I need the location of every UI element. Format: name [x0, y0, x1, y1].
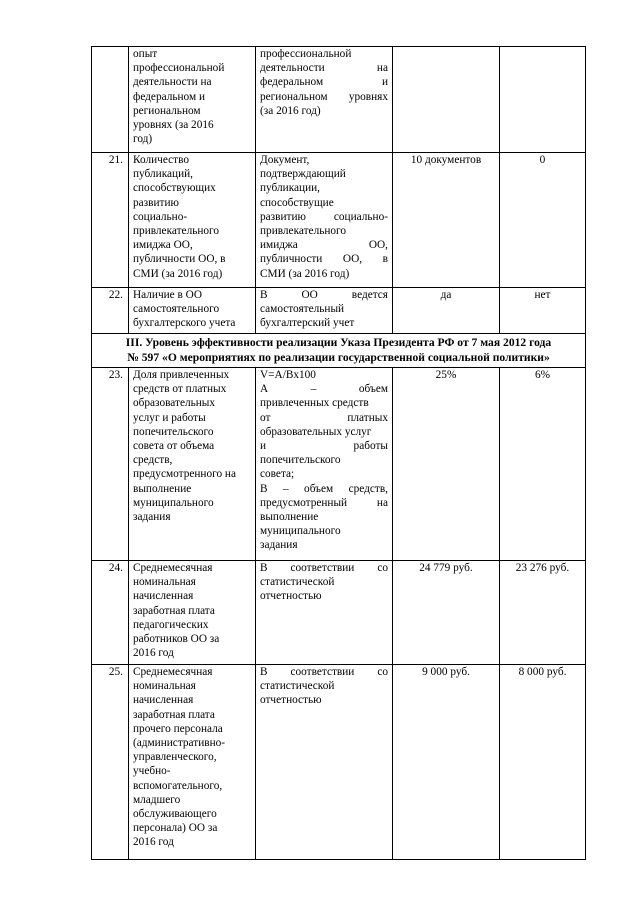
section-header: [92, 334, 586, 368]
text-line: самостоятельный: [260, 303, 345, 316]
text-line: В – объем средств,: [260, 482, 388, 495]
text-line: год): [133, 133, 153, 146]
text-line: персонала) ОО за: [133, 822, 218, 835]
actual-value: 6%: [500, 368, 586, 561]
text-line: публикаций,: [133, 168, 193, 181]
text-line: обслуживающего: [133, 808, 217, 821]
text-line: подтверждающий: [260, 168, 346, 181]
text-line: опыт: [133, 48, 158, 60]
text-line: 2016 год: [133, 647, 174, 660]
text-line: начисленная: [133, 694, 194, 707]
text-line: федеральном и: [133, 90, 205, 103]
text-line: Количество: [133, 154, 189, 166]
actual-value: нет: [500, 288, 586, 334]
text-line: бухгалтерский учет: [260, 317, 355, 330]
text-line: муниципального: [260, 525, 341, 538]
target-value: 9 000 руб.: [393, 665, 500, 860]
text-line: 2016 год: [133, 836, 174, 849]
text-line: имиджа ОО,: [260, 239, 388, 252]
text-line: и работы: [260, 440, 388, 453]
text-line: заработная плата: [133, 604, 215, 617]
text-line: совета от объема: [133, 440, 215, 453]
indicator-name: [129, 153, 256, 288]
text-line: выполнение: [133, 482, 192, 495]
actual-value: [500, 47, 586, 153]
calculation-method: [256, 47, 393, 153]
actual-value: 8 000 руб.: [500, 665, 586, 860]
calculation-method: [256, 561, 393, 665]
text-line: попечительского: [260, 454, 341, 467]
indicator-name: [129, 665, 256, 860]
text-line: уровнях (за 2016: [133, 119, 214, 132]
calculation-method: [256, 153, 393, 288]
text-line: В соответствии со: [260, 666, 388, 678]
text-line: предусмотренного на: [133, 468, 236, 481]
text-line: задания: [133, 511, 171, 524]
text-line: статистической: [260, 680, 335, 693]
section-header-line: № 597 «О мероприятиях по реализации государственной социальной политики»: [127, 351, 550, 364]
text-line: статистической: [260, 576, 335, 589]
row-number: 22.: [92, 288, 129, 334]
table-row: [92, 288, 586, 334]
document-page: [91, 46, 585, 860]
target-value: 25%: [393, 368, 500, 561]
text-line: отчетностью: [260, 590, 322, 603]
text-line: СМИ (за 2016 год): [260, 267, 350, 280]
text-line: образовательных услуг: [260, 425, 372, 438]
text-line: СМИ (за 2016 год): [133, 267, 223, 280]
text-line: учебно-: [133, 765, 171, 778]
row-number: 24.: [92, 561, 129, 665]
text-line: средств,: [133, 454, 173, 467]
text-line: предусмотренный на: [260, 496, 388, 509]
calculation-method: [256, 665, 393, 860]
text-line: профессиональной: [260, 48, 352, 60]
text-line: привлекательного: [133, 225, 220, 238]
table-row: [92, 47, 586, 153]
text-line: образовательных: [133, 397, 216, 410]
text-line: заработная плата: [133, 708, 215, 721]
target-value: [393, 47, 500, 153]
text-line: В соответствии со: [260, 562, 388, 574]
target-value: 24 779 руб.: [393, 561, 500, 665]
section-header-row: [92, 334, 586, 368]
text-line: региональном: [133, 104, 201, 117]
text-line: начисленная: [133, 590, 194, 603]
text-line: совета;: [260, 468, 295, 481]
text-line: младшего: [133, 793, 181, 806]
text-line: отчетностью: [260, 694, 322, 707]
text-line: попечительского: [133, 425, 214, 438]
text-line: публикации,: [260, 182, 320, 195]
target-value: 10 документов: [393, 153, 500, 288]
indicators-table: [91, 46, 586, 860]
text-line: V=A/Bx100: [260, 369, 316, 381]
table-row: [92, 153, 586, 288]
text-line: развитию социально-: [260, 210, 388, 223]
text-line: публичности ОО, в: [260, 253, 388, 266]
text-line: (за 2016 год): [260, 104, 321, 117]
indicator-name: [129, 368, 256, 561]
text-line: задания: [260, 539, 298, 552]
text-line: прочего персонала: [133, 722, 223, 735]
text-line: Среднемесячная: [133, 562, 213, 574]
text-line: региональном уровнях: [260, 90, 388, 103]
text-line: управленческого,: [133, 751, 217, 764]
table-row: [92, 561, 586, 665]
text-line: самостоятельного: [133, 303, 220, 316]
text-line: (административно-: [133, 737, 226, 750]
text-line: от платных: [260, 411, 388, 424]
table-row: [92, 665, 586, 860]
text-line: выполнение: [260, 511, 319, 524]
row-number: 21.: [92, 153, 129, 288]
text-line: имиджа ОО,: [133, 239, 193, 252]
row-number: [92, 47, 129, 153]
calculation-method: [256, 368, 393, 561]
text-line: бухгалтерского учета: [133, 317, 236, 330]
indicator-name: [129, 288, 256, 334]
text-line: профессиональной: [133, 62, 225, 75]
text-line: деятельности на: [260, 62, 388, 75]
text-line: А – объем: [260, 383, 388, 396]
text-line: федеральном и: [260, 76, 388, 89]
section-header-line: III. Уровень эффективности реализации Указа Президента РФ от 7 мая 2012 года: [125, 336, 552, 349]
text-line: способствущие: [260, 196, 334, 209]
text-line: Наличие в ОО: [133, 289, 202, 301]
actual-value: 23 276 руб.: [500, 561, 586, 665]
table-row: [92, 368, 586, 561]
text-line: развитию: [133, 196, 179, 209]
text-line: услуг и работы: [133, 411, 206, 424]
text-line: педагогических: [133, 618, 209, 631]
text-line: В ОО ведется: [260, 289, 388, 301]
text-line: публичности ОО, в: [133, 253, 226, 266]
text-line: способствующих: [133, 182, 216, 195]
calculation-method: [256, 288, 393, 334]
row-number: 25.: [92, 665, 129, 860]
target-value: да: [393, 288, 500, 334]
text-line: номинальная: [133, 680, 196, 693]
text-line: привлеченных средств: [260, 397, 369, 410]
text-line: муниципального: [133, 496, 214, 509]
row-number: 23.: [92, 368, 129, 561]
text-line: деятельности на: [133, 76, 212, 89]
text-line: Среднемесячная: [133, 666, 213, 678]
text-line: привлекательного: [260, 225, 347, 238]
text-line: вспомогательного,: [133, 779, 223, 792]
text-line: социально-: [133, 210, 188, 223]
text-line: Документ,: [260, 154, 310, 166]
text-line: номинальная: [133, 576, 196, 589]
text-line: средств от платных: [133, 383, 227, 396]
actual-value: 0: [500, 153, 586, 288]
text-line: работников ОО за: [133, 633, 220, 646]
indicator-name: [129, 47, 256, 153]
text-line: Доля привлеченных: [133, 369, 230, 381]
indicator-name: [129, 561, 256, 665]
